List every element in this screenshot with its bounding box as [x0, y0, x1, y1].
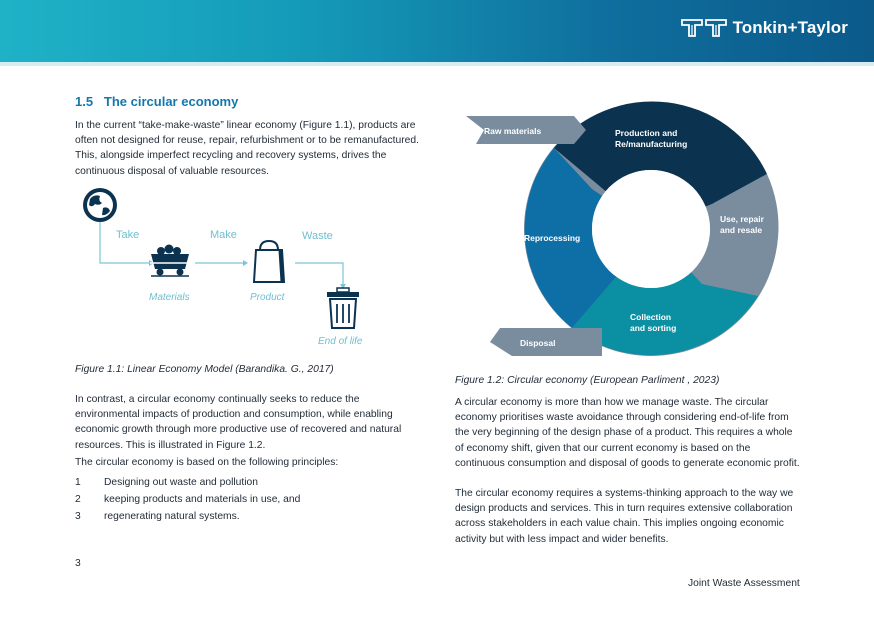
trash-can-icon [327, 288, 359, 328]
waste-label: Waste [302, 230, 333, 242]
section-number: 1.5 [75, 94, 94, 109]
end-of-life-label: End of life [318, 336, 363, 347]
figure2-caption: Figure 1.2: Circular economy (European Parliment , 2023) [455, 375, 720, 386]
collection-label-1: Collection [630, 312, 672, 322]
header-divider [0, 62, 874, 66]
section-title: The circular economy [103, 94, 239, 109]
waste-arrow [295, 263, 343, 284]
reprocessing-label: Reprocessing [524, 233, 581, 243]
use-label-2: and resale [720, 225, 763, 235]
take-label: Take [116, 229, 140, 241]
list-item: 1 Designing out waste and pollution [75, 477, 258, 488]
materials-label: Materials [149, 292, 190, 303]
tt-monogram-icon [681, 18, 727, 38]
page-number: 3 [75, 558, 81, 569]
production-label-1: Production and [615, 128, 678, 138]
footer-title: Joint Waste Assessment [688, 578, 800, 589]
use-label-1: Use, repair [720, 214, 764, 224]
make-label: Make [210, 229, 237, 241]
circular-economy-figure [462, 94, 792, 362]
disposal-label: Disposal [520, 338, 556, 348]
circular-paragraph-1: A circular economy is more than how we manage waste. The circular economy prioritises waste avoidance through considering end-of-life from the very beginning of the design phase of a product. This requires a whole of economy shift, given that our current economy is based on the continuous consumption and disposal of goods to generate economic profit. [455, 397, 800, 469]
mine-cart-icon [150, 245, 190, 277]
production-label-2: Re/manufacturing [615, 139, 688, 149]
product-label: Product [250, 292, 285, 303]
principles-list [75, 474, 300, 525]
globe-icon [83, 188, 117, 222]
linear-economy-figure [75, 184, 405, 350]
section-heading [75, 94, 238, 109]
company-logo [681, 15, 848, 41]
raw-materials-label: Raw materials [484, 126, 542, 136]
collection-label-2: and sorting [630, 323, 677, 333]
list-item: 2 keeping products and materials in use, and [75, 494, 301, 505]
contrast-paragraph: In contrast, a circular economy continually seeks to reduce the environmental impacts of production and consumption, while enabling economic growth through more productive use of recovered and natural resources. This is illustrated in Figure 1.2. [75, 394, 402, 451]
logo-text: Tonkin+Taylor [732, 18, 848, 37]
shopping-bag-icon [254, 241, 284, 282]
figure1-caption: Figure 1.1: Linear Economy Model (Barandika. G., 2017) [75, 364, 334, 375]
list-item: 3 regenerating natural systems. [75, 511, 240, 522]
principles-intro: The circular economy is based on the following principles: [75, 457, 339, 468]
intro-paragraph: In the current “take-make-waste” linear economy (Figure 1.1), products are often not designed for reuse, repair, refurbishment or to be remanufactured. This, alongside imperfect recycling and recovery systems, drives the continuous disposal of valuable resources. [75, 120, 420, 177]
circular-paragraph-2: The circular economy requires a systems-thinking approach to the way we design products and services. This in turn requires extensive collaboration across stakeholders in each value chain. This implies ongoing economic activity but with less impact and wider benefits. [455, 488, 794, 545]
